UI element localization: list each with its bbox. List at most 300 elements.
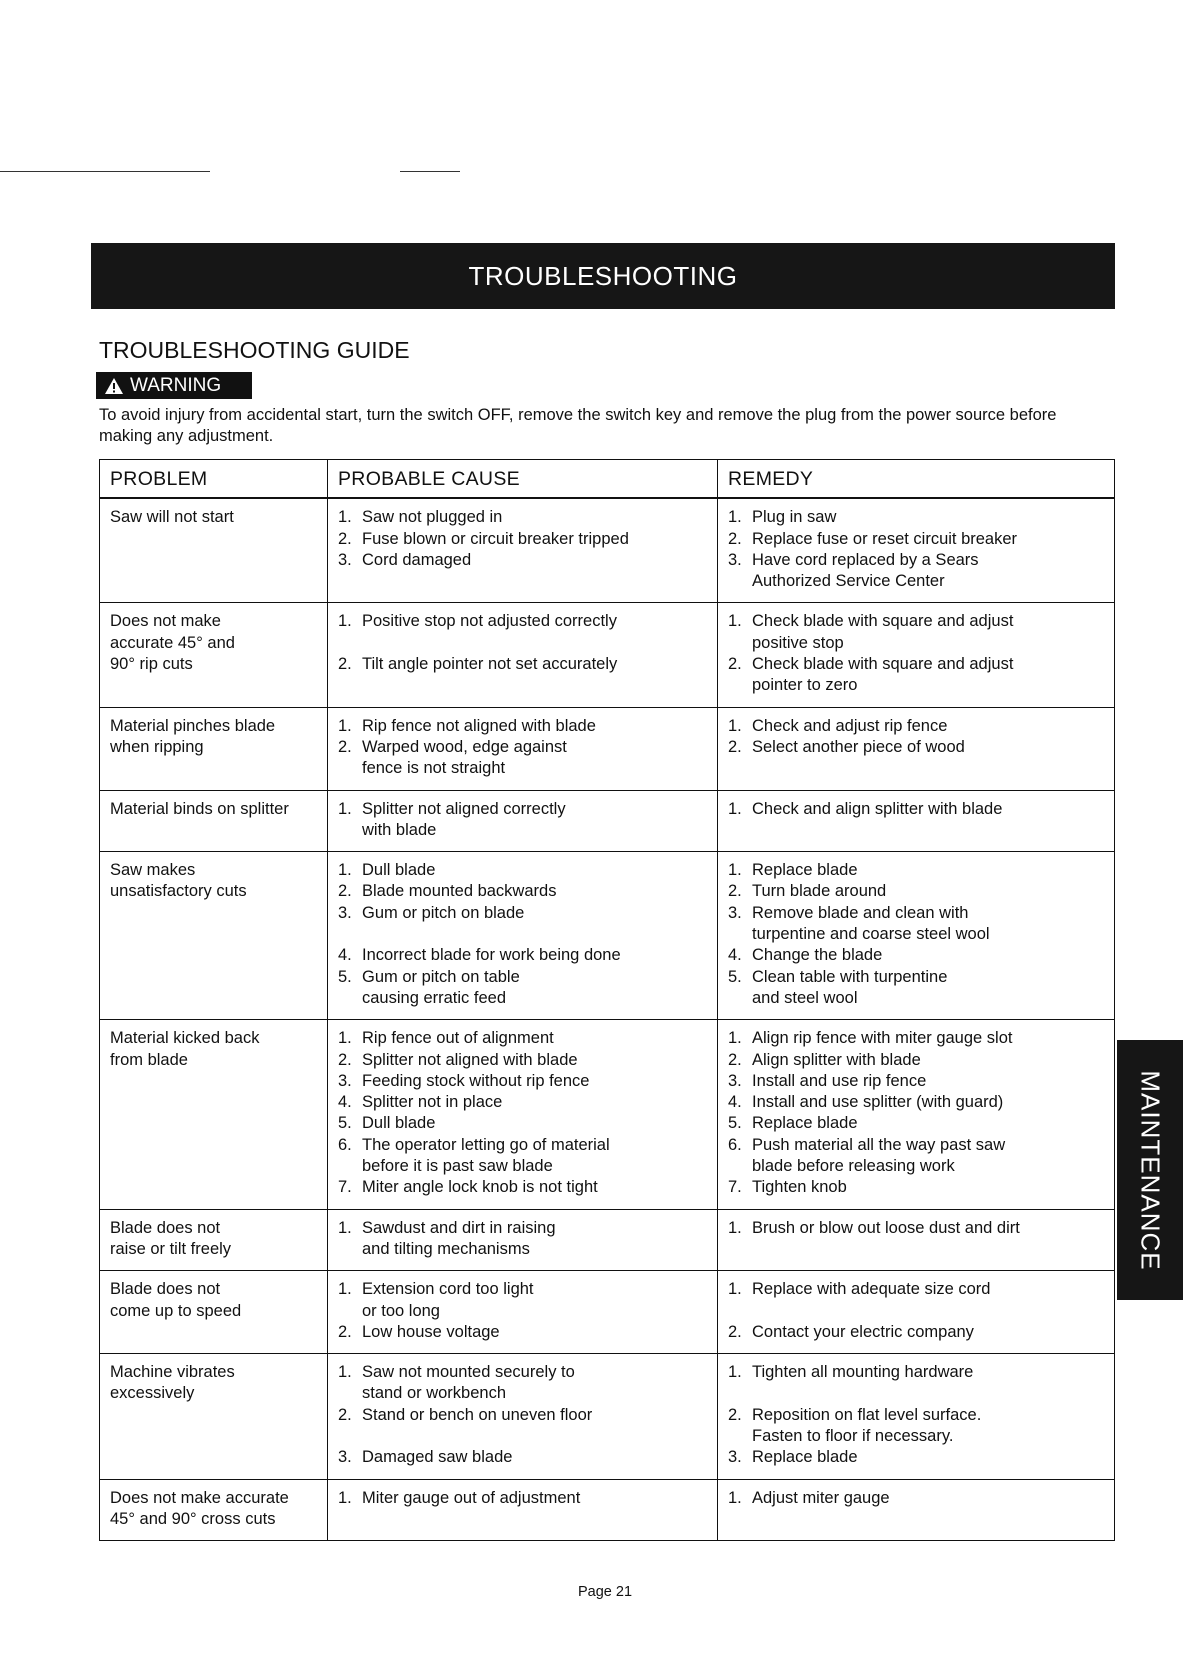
item-line: Tighten all mounting hardware bbox=[752, 1363, 974, 1382]
item-line: Adjust miter gauge bbox=[752, 1488, 890, 1507]
spacer bbox=[338, 633, 707, 654]
item-line: positive stop bbox=[752, 633, 844, 652]
item-text bbox=[362, 1028, 707, 1049]
item-line: Clean table with turpentine bbox=[752, 967, 948, 986]
item-line: Warped wood, edge against bbox=[362, 737, 567, 756]
cause-item bbox=[338, 881, 707, 902]
problem-line: when ripping bbox=[110, 737, 204, 756]
page-number: Page 21 bbox=[578, 1584, 633, 1600]
item-text bbox=[752, 737, 1104, 758]
table-body bbox=[100, 499, 1114, 1540]
item-line: Feeding stock without rip fence bbox=[362, 1071, 590, 1090]
item-text bbox=[362, 1050, 707, 1071]
problem-line: Blade does not bbox=[110, 1280, 221, 1299]
remedy-item bbox=[728, 737, 1104, 758]
cause-item bbox=[338, 1092, 707, 1113]
item-number: 1. bbox=[338, 716, 352, 735]
cause-item bbox=[338, 1405, 707, 1426]
cause-item bbox=[338, 1113, 707, 1134]
item-line: Authorized Service Center bbox=[752, 572, 945, 591]
item-line: Select another piece of wood bbox=[752, 737, 965, 756]
remedy-item bbox=[728, 945, 1104, 966]
cause-item bbox=[338, 1071, 707, 1092]
item-text bbox=[362, 550, 707, 571]
cause-cell bbox=[327, 1020, 717, 1208]
item-line: Remove blade and clean with bbox=[752, 903, 969, 922]
problem-cell bbox=[100, 708, 327, 790]
item-line: causing erratic feed bbox=[362, 988, 506, 1007]
item-number: 4. bbox=[338, 946, 352, 965]
item-number: 3. bbox=[338, 1071, 352, 1090]
item-text bbox=[752, 1028, 1104, 1049]
spacer bbox=[728, 1383, 1104, 1404]
problem-cell bbox=[100, 791, 327, 852]
table-row bbox=[100, 1019, 1114, 1208]
item-number: 4. bbox=[728, 1093, 742, 1112]
item-line: The operator letting go of material bbox=[362, 1135, 610, 1154]
item-line: Plug in saw bbox=[752, 508, 837, 527]
maintenance-side-tab bbox=[1117, 1040, 1183, 1300]
item-number: 1. bbox=[728, 1280, 742, 1299]
item-text bbox=[362, 1113, 707, 1134]
item-number: 6. bbox=[338, 1135, 352, 1154]
problem-line: Material pinches blade bbox=[110, 716, 276, 735]
item-line: Replace blade bbox=[752, 1448, 858, 1467]
item-line: Cord damaged bbox=[362, 550, 472, 569]
item-number: 6. bbox=[728, 1135, 742, 1154]
cause-item bbox=[338, 903, 707, 924]
cause-item bbox=[338, 1362, 707, 1405]
cause-item bbox=[338, 967, 707, 1010]
scan-artifact-line bbox=[0, 171, 210, 172]
remedy-cell bbox=[717, 791, 1114, 852]
item-text bbox=[362, 507, 707, 528]
table-row bbox=[100, 602, 1114, 706]
item-line: and steel wool bbox=[752, 988, 858, 1007]
cause-item bbox=[338, 1135, 707, 1178]
item-text bbox=[752, 716, 1104, 737]
cause-item bbox=[338, 507, 707, 528]
problem-line: Material kicked back bbox=[110, 1029, 260, 1048]
item-text bbox=[752, 654, 1104, 697]
table-row bbox=[100, 1209, 1114, 1271]
problem-line: excessively bbox=[110, 1384, 195, 1403]
item-number: 1. bbox=[338, 1363, 352, 1382]
item-line: Replace blade bbox=[752, 861, 858, 880]
item-number: 1. bbox=[338, 1218, 352, 1237]
item-line: Incorrect blade for work being done bbox=[362, 946, 621, 965]
item-line: Dull blade bbox=[362, 1114, 436, 1133]
cause-item bbox=[338, 1488, 707, 1509]
item-number: 3. bbox=[728, 903, 742, 922]
remedy-item bbox=[728, 1092, 1104, 1113]
cause-cell bbox=[327, 1210, 717, 1271]
item-number: 1. bbox=[728, 612, 742, 631]
item-number: 2. bbox=[728, 529, 742, 548]
item-number: 1. bbox=[728, 1029, 742, 1048]
item-number: 7. bbox=[338, 1178, 352, 1197]
item-text bbox=[362, 737, 707, 780]
item-number: 1. bbox=[728, 861, 742, 880]
item-number: 3. bbox=[338, 550, 352, 569]
remedy-cell bbox=[717, 708, 1114, 790]
item-number: 1. bbox=[338, 1280, 352, 1299]
item-text bbox=[752, 1322, 1104, 1343]
cause-cell bbox=[327, 1480, 717, 1541]
item-text bbox=[752, 1092, 1104, 1113]
item-number: 1. bbox=[728, 1488, 742, 1507]
cause-item bbox=[338, 1322, 707, 1343]
item-line: Damaged saw blade bbox=[362, 1448, 513, 1467]
item-text bbox=[752, 1488, 1104, 1509]
item-number: 2. bbox=[728, 882, 742, 901]
remedy-item bbox=[728, 550, 1104, 593]
item-text bbox=[752, 1177, 1104, 1198]
cause-item bbox=[338, 1028, 707, 1049]
item-text bbox=[362, 860, 707, 881]
table-row bbox=[100, 1270, 1114, 1353]
remedy-item bbox=[728, 1113, 1104, 1134]
item-number: 1. bbox=[338, 861, 352, 880]
item-line: Reposition on flat level surface. bbox=[752, 1405, 982, 1424]
item-number: 1. bbox=[338, 799, 352, 818]
item-number: 1. bbox=[728, 716, 742, 735]
cause-item bbox=[338, 529, 707, 550]
item-line: Fasten to floor if necessary. bbox=[752, 1426, 954, 1445]
remedy-item bbox=[728, 507, 1104, 528]
problem-line: from blade bbox=[110, 1050, 188, 1069]
problem-line: Does not make accurate bbox=[110, 1488, 289, 1507]
remedy-item bbox=[728, 799, 1104, 820]
item-number: 2. bbox=[728, 1405, 742, 1424]
item-line: Replace blade bbox=[752, 1114, 858, 1133]
item-line: Blade mounted backwards bbox=[362, 882, 557, 901]
item-text bbox=[362, 799, 707, 842]
problem-cell bbox=[100, 1210, 327, 1271]
item-text bbox=[362, 1092, 707, 1113]
item-number: 2. bbox=[728, 737, 742, 756]
item-line: Rip fence out of alignment bbox=[362, 1029, 554, 1048]
item-text bbox=[362, 1279, 707, 1322]
remedy-item bbox=[728, 881, 1104, 902]
remedy-cell bbox=[717, 603, 1114, 706]
remedy-item bbox=[728, 716, 1104, 737]
item-line: Splitter not aligned with blade bbox=[362, 1050, 578, 1069]
cause-item bbox=[338, 1050, 707, 1071]
item-number: 1. bbox=[338, 508, 352, 527]
problem-line: raise or tilt freely bbox=[110, 1239, 232, 1258]
table-header-row bbox=[100, 460, 1114, 499]
cause-item bbox=[338, 611, 707, 632]
item-line: blade before releasing work bbox=[752, 1157, 955, 1176]
item-line: Low house voltage bbox=[362, 1322, 500, 1341]
item-line: Splitter not aligned correctly bbox=[362, 799, 566, 818]
problem-line: come up to speed bbox=[110, 1301, 242, 1320]
item-line: Check blade with square and adjust bbox=[752, 655, 1014, 674]
item-line: Splitter not in place bbox=[362, 1093, 503, 1112]
item-number: 2. bbox=[338, 737, 352, 756]
item-number: 1. bbox=[728, 1218, 742, 1237]
remedy-item bbox=[728, 1362, 1104, 1383]
item-number: 3. bbox=[728, 550, 742, 569]
item-number: 3. bbox=[338, 1448, 352, 1467]
item-line: Rip fence not aligned with blade bbox=[362, 716, 596, 735]
remedy-item bbox=[728, 1177, 1104, 1198]
remedy-cell bbox=[717, 1271, 1114, 1353]
section-header-bar bbox=[91, 243, 1115, 309]
item-text bbox=[752, 1050, 1104, 1071]
item-text bbox=[752, 1218, 1104, 1239]
item-text bbox=[752, 967, 1104, 1010]
item-text bbox=[752, 1447, 1104, 1468]
item-line: Dull blade bbox=[362, 861, 436, 880]
problem-line: accurate 45° and bbox=[110, 633, 235, 652]
item-line: Change the blade bbox=[752, 946, 883, 965]
remedy-item bbox=[728, 1135, 1104, 1178]
remedy-item bbox=[728, 1071, 1104, 1092]
item-line: Align rip fence with miter gauge slot bbox=[752, 1029, 1013, 1048]
item-number: 2. bbox=[728, 1322, 742, 1341]
item-text bbox=[362, 1405, 707, 1426]
problem-line: Saw makes bbox=[110, 861, 196, 880]
remedy-cell bbox=[717, 499, 1114, 602]
item-line: turpentine and coarse steel wool bbox=[752, 925, 990, 944]
item-line: Saw not mounted securely to bbox=[362, 1363, 575, 1382]
item-line: Align splitter with blade bbox=[752, 1050, 921, 1069]
remedy-item bbox=[728, 1218, 1104, 1239]
remedy-item bbox=[728, 967, 1104, 1010]
cause-item bbox=[338, 716, 707, 737]
item-line: pointer to zero bbox=[752, 676, 858, 695]
problem-line: Machine vibrates bbox=[110, 1363, 235, 1382]
item-line: Check and adjust rip fence bbox=[752, 716, 948, 735]
cause-cell bbox=[327, 499, 717, 602]
item-number: 1. bbox=[338, 1488, 352, 1507]
item-line: stand or workbench bbox=[362, 1384, 506, 1403]
problem-cell bbox=[100, 1020, 327, 1208]
item-number: 5. bbox=[338, 967, 352, 986]
troubleshooting-table bbox=[99, 459, 1115, 1541]
problem-cell bbox=[100, 603, 327, 706]
item-text bbox=[362, 1177, 707, 1198]
item-text bbox=[752, 529, 1104, 550]
item-line: and tilting mechanisms bbox=[362, 1239, 530, 1258]
guide-title: TROUBLESHOOTING GUIDE bbox=[99, 337, 410, 363]
spacer bbox=[338, 924, 707, 945]
item-line: Tilt angle pointer not set accurately bbox=[362, 655, 618, 674]
remedy-item bbox=[728, 1279, 1104, 1300]
item-number: 1. bbox=[728, 508, 742, 527]
item-number: 3. bbox=[728, 1448, 742, 1467]
item-number: 7. bbox=[728, 1178, 742, 1197]
cause-cell bbox=[327, 603, 717, 706]
item-text bbox=[362, 716, 707, 737]
remedy-item bbox=[728, 529, 1104, 550]
item-text bbox=[362, 1218, 707, 1261]
remedy-item bbox=[728, 1447, 1104, 1468]
item-text bbox=[752, 903, 1104, 946]
problem-cell bbox=[100, 1271, 327, 1353]
item-line: or too long bbox=[362, 1301, 440, 1320]
item-line: Gum or pitch on blade bbox=[362, 903, 525, 922]
remedy-item bbox=[728, 1322, 1104, 1343]
remedy-cell bbox=[717, 852, 1114, 1019]
item-number: 4. bbox=[728, 946, 742, 965]
cause-item bbox=[338, 1279, 707, 1322]
item-text bbox=[362, 903, 707, 924]
remedy-item bbox=[728, 1050, 1104, 1071]
scan-artifact-line bbox=[400, 171, 460, 172]
cause-cell bbox=[327, 1271, 717, 1353]
item-text bbox=[752, 1362, 1104, 1383]
cause-cell bbox=[327, 1354, 717, 1478]
spacer bbox=[338, 1426, 707, 1447]
problem-cell bbox=[100, 1480, 327, 1541]
item-line: Tighten knob bbox=[752, 1178, 847, 1197]
table-row bbox=[100, 790, 1114, 852]
item-number: 5. bbox=[338, 1114, 352, 1133]
cause-cell bbox=[327, 791, 717, 852]
problem-line: 45° and 90° cross cuts bbox=[110, 1509, 276, 1528]
warning-text: To avoid injury from accidental start, turn the switch OFF, remove the switch key and remove the plug from the power source before making any adjustment. bbox=[99, 406, 1057, 445]
remedy-item bbox=[728, 654, 1104, 697]
item-text bbox=[362, 945, 707, 966]
item-text bbox=[752, 799, 1104, 820]
cause-item bbox=[338, 860, 707, 881]
item-line: Saw not plugged in bbox=[362, 508, 503, 527]
item-number: 2. bbox=[338, 529, 352, 548]
item-line: Check and align splitter with blade bbox=[752, 799, 1003, 818]
item-text bbox=[752, 1405, 1104, 1448]
item-number: 4. bbox=[338, 1093, 352, 1112]
item-line: Turn blade around bbox=[752, 882, 887, 901]
problem-line: Does not make bbox=[110, 612, 221, 631]
item-line: Stand or bench on uneven floor bbox=[362, 1405, 593, 1424]
item-text bbox=[362, 1447, 707, 1468]
item-text bbox=[362, 529, 707, 550]
item-number: 2. bbox=[728, 1050, 742, 1069]
item-line: Push material all the way past saw bbox=[752, 1135, 1006, 1154]
item-text bbox=[362, 1362, 707, 1405]
item-text bbox=[362, 654, 707, 675]
item-line: Sawdust and dirt in raising bbox=[362, 1218, 556, 1237]
remedy-cell bbox=[717, 1020, 1114, 1208]
problem-cell bbox=[100, 1354, 327, 1478]
cause-item bbox=[338, 945, 707, 966]
item-text bbox=[752, 860, 1104, 881]
item-number: 1. bbox=[728, 1363, 742, 1382]
item-number: 3. bbox=[728, 1071, 742, 1090]
item-number: 1. bbox=[338, 612, 352, 631]
item-number: 2. bbox=[338, 655, 352, 674]
spacer bbox=[728, 1301, 1104, 1322]
cause-item bbox=[338, 1177, 707, 1198]
item-line: before it is past saw blade bbox=[362, 1157, 553, 1176]
item-line: Miter gauge out of adjustment bbox=[362, 1488, 581, 1507]
item-text bbox=[362, 881, 707, 902]
item-text bbox=[752, 1279, 1104, 1300]
item-line: Replace with adequate size cord bbox=[752, 1280, 991, 1299]
warning-label: WARNING bbox=[130, 374, 222, 396]
item-line: Brush or blow out loose dust and dirt bbox=[752, 1218, 1020, 1237]
item-text bbox=[752, 550, 1104, 593]
remedy-item bbox=[728, 611, 1104, 654]
remedy-item bbox=[728, 1028, 1104, 1049]
item-number: 5. bbox=[728, 1114, 742, 1133]
problem-line: unsatisfactory cuts bbox=[110, 882, 247, 901]
item-line: Install and use rip fence bbox=[752, 1071, 927, 1090]
table-row bbox=[100, 707, 1114, 790]
table-row bbox=[100, 1353, 1114, 1478]
table-row bbox=[100, 851, 1114, 1019]
item-number: 3. bbox=[338, 903, 352, 922]
remedy-item bbox=[728, 903, 1104, 946]
problem-line: Material binds on splitter bbox=[110, 799, 289, 818]
item-line: Contact your electric company bbox=[752, 1322, 974, 1341]
cause-item bbox=[338, 654, 707, 675]
cause-item bbox=[338, 1218, 707, 1261]
item-number: 1. bbox=[728, 799, 742, 818]
item-number: 2. bbox=[338, 882, 352, 901]
item-number: 1. bbox=[338, 1029, 352, 1048]
cause-cell bbox=[327, 852, 717, 1019]
problem-cell bbox=[100, 499, 327, 602]
item-line: Gum or pitch on table bbox=[362, 967, 520, 986]
cause-cell bbox=[327, 708, 717, 790]
item-text bbox=[362, 1071, 707, 1092]
item-text bbox=[752, 1135, 1104, 1178]
warning-badge bbox=[96, 372, 252, 399]
item-text bbox=[362, 1135, 707, 1178]
remedy-cell bbox=[717, 1354, 1114, 1478]
remedy-item bbox=[728, 860, 1104, 881]
item-number: 2. bbox=[338, 1050, 352, 1069]
item-text bbox=[752, 881, 1104, 902]
item-text bbox=[362, 611, 707, 632]
item-text bbox=[752, 1113, 1104, 1134]
item-number: 5. bbox=[728, 967, 742, 986]
header-cause: PROBABLE CAUSE bbox=[327, 460, 717, 497]
header-remedy: REMEDY bbox=[717, 460, 1114, 497]
item-text bbox=[362, 1488, 707, 1509]
item-line: Install and use splitter (with guard) bbox=[752, 1093, 1004, 1112]
problem-line: Blade does not bbox=[110, 1218, 221, 1237]
item-number: 2. bbox=[338, 1405, 352, 1424]
item-number: 2. bbox=[338, 1322, 352, 1341]
cause-item bbox=[338, 550, 707, 571]
item-line: with blade bbox=[362, 820, 437, 839]
item-line: Have cord replaced by a Sears bbox=[752, 550, 979, 569]
item-number: 2. bbox=[728, 655, 742, 674]
item-text bbox=[752, 945, 1104, 966]
remedy-item bbox=[728, 1488, 1104, 1509]
section-header-title: TROUBLESHOOTING bbox=[468, 260, 738, 291]
item-text bbox=[362, 1322, 707, 1343]
table-row bbox=[100, 1479, 1114, 1541]
item-line: fence is not straight bbox=[362, 759, 506, 778]
item-line: Check blade with square and adjust bbox=[752, 612, 1014, 631]
item-line: Positive stop not adjusted correctly bbox=[362, 612, 617, 631]
cause-item bbox=[338, 737, 707, 780]
problem-line: Saw will not start bbox=[110, 508, 234, 527]
table-row bbox=[100, 499, 1114, 602]
item-text bbox=[752, 1071, 1104, 1092]
item-text bbox=[362, 967, 707, 1010]
remedy-item bbox=[728, 1405, 1104, 1448]
header-problem: PROBLEM bbox=[110, 468, 208, 490]
problem-line: 90° rip cuts bbox=[110, 655, 193, 674]
item-line: Miter angle lock knob is not tight bbox=[362, 1178, 598, 1197]
